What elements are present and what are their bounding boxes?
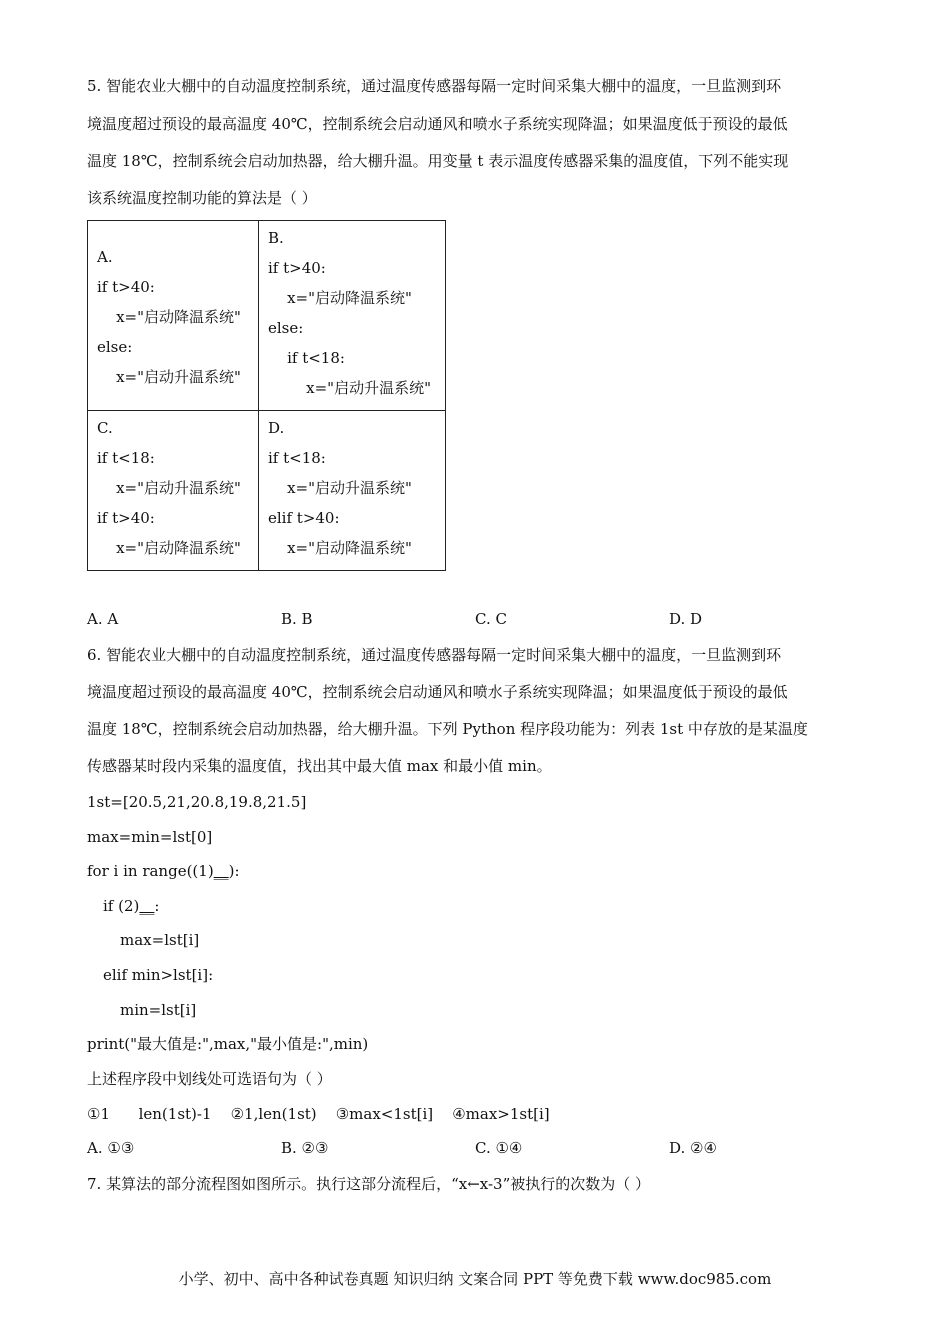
code-line-3 — [87, 861, 240, 881]
code-line-7: min=lst[i] — [120, 1001, 197, 1019]
q6-line-2: 境温度超过预设的最高温度 40℃，控制系统会启动通风和喷水子系统实现降温；如果温度低于预设的最低 — [87, 683, 788, 701]
q5-choice-b[interactable]: B. B — [281, 610, 313, 628]
q6-options: ①1 len(1st)-1 ②1,len(1st) ③max<1st[i] ④max>1st[i] — [87, 1105, 550, 1123]
option-b-code-4: if t<18: — [268, 349, 345, 367]
q5-choice-a[interactable]: A. A — [87, 610, 119, 628]
blank-1: __ — [213, 862, 229, 880]
option-a-label: A. — [97, 248, 113, 266]
q6-line-1: 6. 智能农业大棚中的自动温度控制系统，通过温度传感器每隔一定时间采集大棚中的温度，一旦监测到环 — [87, 646, 782, 664]
q5-choice-d[interactable]: D. D — [669, 610, 703, 628]
q6-choice-d[interactable]: D. ②④ — [669, 1139, 717, 1157]
option-a-code-1: if t>40: — [97, 278, 155, 296]
q6-ask: 上述程序段中划线处可选语句为（ ） — [87, 1070, 332, 1088]
q6-choices — [87, 1139, 862, 1161]
option-d-code-1: if t<18: — [268, 449, 326, 467]
q5-choices — [87, 610, 862, 632]
q6-choice-a[interactable]: A. ①③ — [87, 1139, 135, 1157]
blank-2: __ — [139, 897, 155, 915]
option-d-code-3: elif t>40: — [268, 509, 340, 527]
code-line-4-end: : — [154, 897, 160, 915]
page-footer: 小学、初中、高中各种试卷真题 知识归纳 文案合同 PPT 等免费下载 www.doc985.com — [178, 1270, 772, 1288]
q6-choice-b[interactable]: B. ②③ — [281, 1139, 329, 1157]
option-d-cell — [259, 411, 446, 571]
option-b-code-1: if t>40: — [268, 259, 326, 277]
option-a-code-2: x="启动降温系统" — [97, 308, 241, 326]
code-line-3-end: ): — [228, 862, 240, 880]
q6-line-4: 传感器某时段内采集的温度值，找出其中最大值 max 和最小值 min。 — [87, 757, 552, 775]
option-d-code-2: x="启动升温系统" — [268, 479, 412, 497]
option-c-code-4: x="启动降温系统" — [97, 539, 241, 557]
option-c-label: C. — [97, 419, 113, 437]
option-b-label: B. — [268, 229, 284, 247]
q6-choice-c[interactable]: C. ①④ — [475, 1139, 523, 1157]
code-line-1: 1st=[20.5,21,20.8,19.8,21.5] — [87, 793, 307, 811]
option-d-label: D. — [268, 419, 285, 437]
code-line-2: max=min=lst[0] — [87, 828, 213, 846]
option-b-code-5: x="启动升温系统" — [268, 379, 431, 397]
option-d-code-4: x="启动降温系统" — [268, 539, 412, 557]
option-c-code-3: if t>40: — [97, 509, 155, 527]
q5-choice-c[interactable]: C. C — [475, 610, 507, 628]
option-b-code-2: x="启动降温系统" — [268, 289, 412, 307]
option-c-code-2: x="启动升温系统" — [97, 479, 241, 497]
code-line-5: max=lst[i] — [120, 931, 200, 949]
option-b-code-3: else: — [268, 319, 304, 337]
q5-line-3: 温度 18℃，控制系统会启动加热器，给大棚升温。用变量 t 表示温度传感器采集的温度值，下列不能实现 — [87, 152, 789, 170]
option-a-code-3: else: — [97, 338, 133, 356]
code-line-4 — [103, 896, 159, 916]
q5-line-1: 5. 智能农业大棚中的自动温度控制系统，通过温度传感器每隔一定时间采集大棚中的温度，一旦监测到环 — [87, 77, 782, 95]
q6-line-3: 温度 18℃，控制系统会启动加热器，给大棚升温。下列 Python 程序段功能为：列表 1st 中存放的是某温度 — [87, 720, 808, 738]
q5-line-2: 境温度超过预设的最高温度 40℃，控制系统会启动通风和喷水子系统实现降温；如果温度低于预设的最低 — [87, 115, 788, 133]
option-c-cell — [88, 411, 259, 571]
q5-options-table — [87, 220, 446, 571]
code-line-4-text: if (2) — [103, 897, 140, 915]
option-a-code-4: x="启动升温系统" — [97, 368, 241, 386]
code-line-3-text: for i in range((1) — [87, 862, 214, 880]
q7-line: 7. 某算法的部分流程图如图所示。执行这部分流程后，“x←x-3”被执行的次数为（ ） — [87, 1175, 651, 1193]
code-line-6: elif min>lst[i]: — [103, 966, 214, 984]
code-line-8: print("最大值是:",max,"最小值是:",min) — [87, 1035, 369, 1053]
q5-line-4: 该系统温度控制功能的算法是（ ） — [87, 189, 317, 207]
option-b-cell — [259, 221, 446, 411]
option-a-cell — [88, 221, 259, 411]
option-c-code-1: if t<18: — [97, 449, 155, 467]
